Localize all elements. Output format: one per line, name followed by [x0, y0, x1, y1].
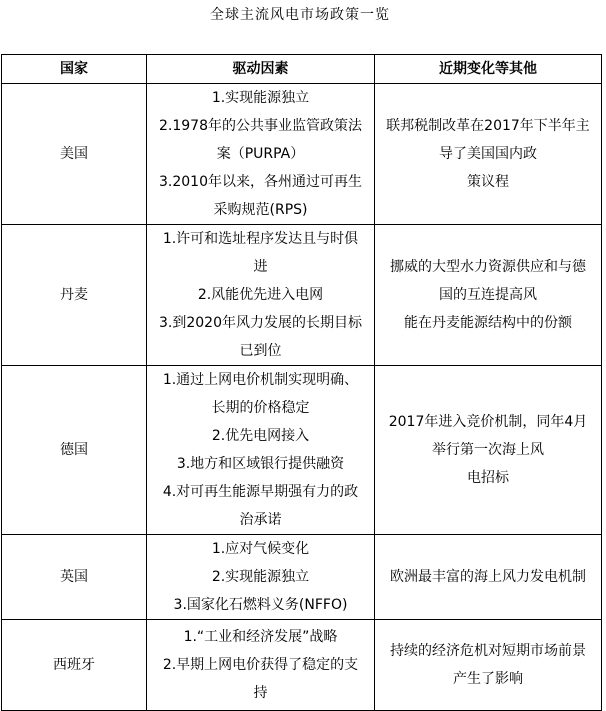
- drivers-cell: [147, 366, 375, 535]
- header-country: 国家: [2, 55, 147, 84]
- driver-line: 3.地方和区域银行提供融资: [176, 456, 345, 472]
- driver-line: 2.1978年的公共事业监管政策法: [159, 118, 362, 134]
- drivers-cell: [147, 225, 375, 366]
- changes-cell: [375, 225, 602, 366]
- table-header-row: [2, 55, 602, 84]
- driver-line: 2.风能优先进入电网: [197, 287, 324, 303]
- driver-line: 持: [253, 685, 268, 701]
- change-line: 举行第一次海上风: [432, 442, 544, 458]
- country-cell: 英国: [2, 535, 147, 620]
- table-row: [2, 535, 602, 620]
- changes-cell: [375, 366, 602, 535]
- driver-line: 1.许可和选址程序发达且与时俱: [162, 231, 359, 247]
- change-line: 策议程: [467, 174, 509, 190]
- driver-line: 3.到2020年风力发展的长期目标: [159, 315, 362, 331]
- country-cell: 丹麦: [2, 225, 147, 366]
- drivers-cell: [147, 620, 375, 711]
- driver-line: 1.应对气候变化: [211, 541, 310, 557]
- change-line: 欧洲最丰富的海上风力发电机制: [390, 569, 586, 585]
- table-row: [2, 620, 602, 711]
- driver-line: 进: [253, 259, 268, 275]
- table-row: [2, 84, 602, 225]
- changes-cell: [375, 535, 602, 620]
- driver-line: 1.实现能源独立: [211, 90, 310, 106]
- country-cell: 西班牙: [2, 620, 147, 711]
- driver-line: 3.2010年以来，各州通过可再生: [159, 174, 362, 190]
- driver-line: 2.实现能源独立: [211, 569, 310, 585]
- country-cell: 美国: [2, 84, 147, 225]
- header-drivers: 驱动因素: [147, 55, 375, 84]
- driver-line: 4.对可再生能源早期强有力的政: [162, 484, 359, 500]
- change-line: 产生了影响: [453, 671, 523, 687]
- change-line: 电招标: [467, 470, 509, 486]
- driver-line: 2.早期上网电价获得了稳定的支: [162, 657, 359, 673]
- change-line: 联邦税制改革在2017年下半年主: [386, 118, 590, 134]
- change-line: 挪威的大型水力资源供应和与德: [390, 259, 586, 275]
- country-cell: 德国: [2, 366, 147, 535]
- changes-cell: [375, 84, 602, 225]
- policy-table: [1, 54, 602, 711]
- driver-line: 案（PURPA）: [216, 146, 305, 162]
- driver-line: 2.优先电网接入: [211, 428, 310, 444]
- driver-line: 3.国家化石燃料义务(NFFO): [173, 597, 348, 613]
- change-line: 国的互连提高风: [439, 287, 537, 303]
- driver-line: 已到位: [239, 343, 282, 359]
- driver-line: 长期的价格稳定: [211, 400, 310, 416]
- change-line: 持续的经济危机对短期市场前景: [390, 643, 586, 659]
- drivers-cell: [147, 535, 375, 620]
- change-line: 导了美国国内政: [439, 146, 537, 162]
- driver-line: 1.通过上网电价机制实现明确、: [162, 372, 359, 388]
- table-row: [2, 225, 602, 366]
- changes-cell: [375, 620, 602, 711]
- driver-line: 治承诺: [239, 512, 282, 528]
- change-line: 2017年进入竞价机制，同年4月: [388, 414, 588, 430]
- driver-line: 1.“工业和经济发展”战略: [183, 629, 338, 645]
- table-row: [2, 366, 602, 535]
- page-title: 全球主流风电市场政策一览: [210, 7, 390, 23]
- header-changes: 近期变化等其他: [375, 55, 602, 84]
- change-line: 能在丹麦能源结构中的份额: [404, 315, 572, 331]
- driver-line: 采购规范(RPS): [213, 202, 308, 218]
- drivers-cell: [147, 84, 375, 225]
